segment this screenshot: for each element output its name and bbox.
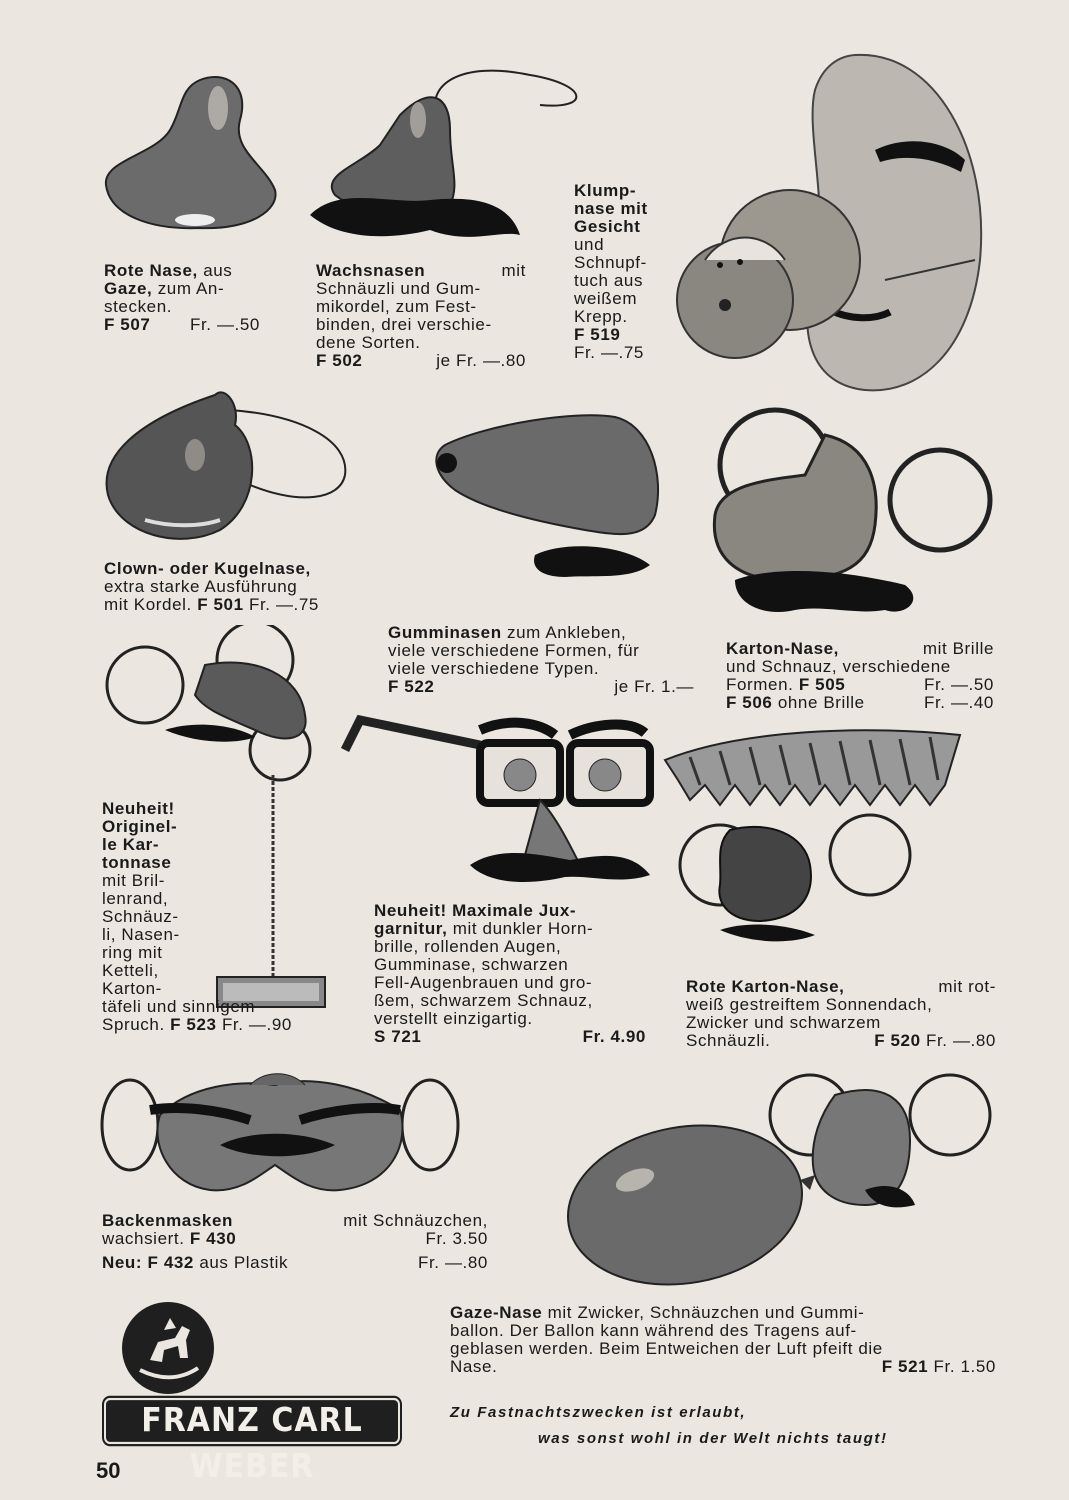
item-f523: Neuheit! Originel- le Kar- tonnase mit Bril- lenrand, Schnäuz- li, Nasen- ring mit Ketteli, Karton- täfeli und sinnigem Spruch. F 523 Fr. —.90 (102, 799, 292, 1034)
item-f430: Backenmasken mit Schnäuzchen, wachsiert. F 430 Fr. 3.50 Neu: F 432 aus Plastik Fr. —.80 (102, 1211, 488, 1272)
item-f521: Gaze-Nase mit Zwicker, Schnäuzchen und Gummi- ballon. Der Ballon kann während des Tragens auf- geblasen werden. Beim Entweichen der Luft pfeift die Nase. F 521 Fr. 1.50 (450, 1303, 996, 1376)
balloon-nose-illustration (565, 1070, 1005, 1290)
cardboard-nose-glasses-illustration (705, 405, 1005, 635)
item-f520: Rote Karton-Nase, mit rot- weiß gestreiftem Sonnendach, Zwicker und schwarzem Schnäuzli. F 520 Fr. —.80 (686, 977, 996, 1050)
item-price: Fr. —.50 (190, 315, 260, 334)
lump-nose-face-mask-illustration (665, 50, 995, 400)
item-f522: Gumminasen zum Ankleben, viele verschiedene Formen, für viele verschiedene Typen. F 522 je Fr. 1.— (388, 623, 694, 696)
item-s721: Neuheit! Maximale Jux- garnitur, mit dunkler Horn- brille, rollenden Augen, Gumminase, schwarzen Fell-Augenbrauen und gro- ßem, schwarzem Schnauz, verstellt einzigartig. S 721 Fr. 4.90 (374, 901, 646, 1046)
clown-nose-illustration (100, 385, 360, 555)
red-nose-illustration (100, 70, 300, 240)
rubber-nose-illustration (425, 405, 695, 595)
joke-glasses-set-illustration (340, 705, 660, 895)
item-f502: Wachsnasen mit Schnäuzli und Gum- mikordel, zum Fest- binden, drei verschie- dene Sorten. F 502 je Fr. —.80 (316, 261, 526, 370)
wax-nose-illustration (300, 55, 590, 255)
cheek-mask-illustration (100, 1065, 460, 1205)
sunshade-nose-illustration (660, 715, 970, 975)
brand-wordmark: FRANZ CARL WEBER (104, 1398, 400, 1444)
item-code: F 507 (104, 315, 151, 334)
item-f501: Clown- oder Kugelnase, extra starke Ausführung mit Kordel. F 501 Fr. —.75 (104, 559, 319, 614)
item-f507: Rote Nase, aus Gaze, zum An- stecken. F 507 Fr. —.50 (104, 261, 260, 334)
item-f505: Karton-Nase, mit Brille und Schnauz, verschiedene Formen. F 505 Fr. —.50 F 506 ohne Brille Fr. —.40 (726, 639, 994, 712)
item-name: Rote Nase, (104, 261, 198, 280)
rocking-horse-logo-icon (120, 1300, 216, 1396)
motto-line-1: Zu Fastnachtszwecken ist erlaubt, (450, 1404, 747, 1421)
motto-line-2: was sonst wohl in der Welt nichts taugt! (538, 1430, 888, 1447)
page-number: 50 (96, 1458, 121, 1483)
item-f519: Klump- nase mit Gesicht und Schnupf- tuch aus weißem Krepp. F 519 Fr. —.75 (574, 181, 648, 362)
